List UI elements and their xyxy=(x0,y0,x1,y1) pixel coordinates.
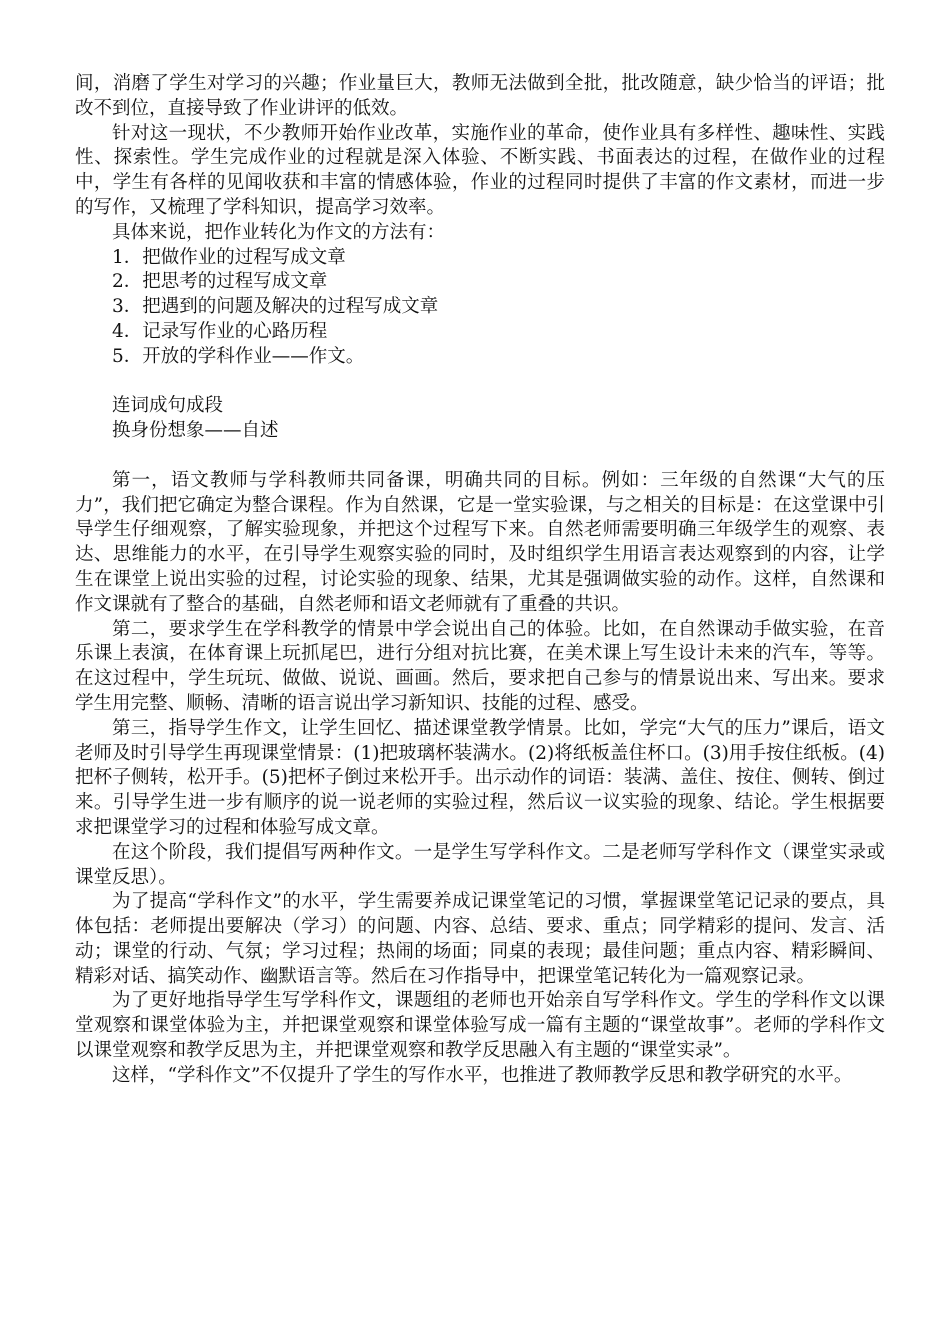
paragraph: 第一，语文教师与学科教师共同备课，明确共同的目标。例如：三年级的自然课“大气的压力”，我们把它确定为整合课程。作为自然课，它是一堂实验课，与之相关的目标是：在这堂课中引导学生仔细观察，了解实验现象，并把这个过程写下来。自然老师需要明确三年级学生的观察、表达、思维能力的水平，在引导学生观察实验的同时，及时组织学生用语言表达观察到的内容，让学生在课堂上说出实验的过程，讨论实验的现象、结果，尤其是强调做实验的动作。这样，自然课和作文课就有了整合的基础，自然老师和语文老师就有了重叠的共识。 xyxy=(75,469,885,615)
list-item: 4．记录写作业的心路历程 xyxy=(112,320,328,342)
paragraph: 间，消磨了学生对学习的兴趣；作业量巨大，教师无法做到全批，批改随意，缺少恰当的评语；批改不到位，直接导致了作业讲评的低效。 xyxy=(75,73,885,119)
paragraph: 这样，“学科作文”不仅提升了学生的写作水平，也推进了教师教学反思和教学研究的水平。 xyxy=(112,1064,853,1086)
subheading: 连词成句成段 xyxy=(112,395,224,417)
paragraph: 具体来说，把作业转化为作文的方法有： xyxy=(112,221,446,243)
list-item: 2．把思考的过程写成文章 xyxy=(112,271,328,293)
paragraph: 针对这一现状，不少教师开始作业改革，实施作业的革命，使作业具有多样性、趣味性、实践性、探索性。学生完成作业的过程就是深入体验、不断实践、书面表达的过程，在做作业的过程中，学生有各样的见闻收获和丰富的情感体验，作业的过程同时提供了丰富的作文素材，而进一步的写作，又梳理了学科知识，提高学习效率。 xyxy=(75,122,885,218)
list-item: 3．把遇到的问题及解决的过程写成文章 xyxy=(112,296,439,318)
list-item: 1．把做作业的过程写成文章 xyxy=(112,246,346,268)
paragraph: 第二，要求学生在学科教学的情景中学会说出自己的体验。比如，在自然课动手做实验，在音乐课上表演，在体育课上玩抓尾巴，进行分组对抗比赛，在美术课上写生设计未来的汽车，等等。在这过程中，学生玩玩、做做、说说、画画。然后，要求把自己参与的情景说出来、写出来。要求学生用完整、顺畅、清晰的语言说出学习新知识、技能的过程、感受。 xyxy=(75,618,885,714)
list-item: 5．开放的学科作业——作文。 xyxy=(112,345,365,367)
paragraph: 为了提高“学科作文”的水平，学生需要养成记课堂笔记的习惯，掌握课堂笔记记录的要点，具体包括：老师提出要解决（学习）的问题、内容、总结、要求、重点；同学精彩的提问、发言、活动；课堂的行动、气氛；学习过程；热闹的场面；同桌的表现；最佳问题；重点内容、精彩瞬间、精彩对话、搞笑动作、幽默语言等。然后在习作指导中，把课堂笔记转化为一篇观察记录。 xyxy=(75,891,885,987)
subheading: 换身份想象——自述 xyxy=(112,420,279,442)
paragraph: 为了更好地指导学生写学科作文，课题组的老师也开始亲自写学科作文。学生的学科作文以课堂观察和课堂体验为主，并把课堂观察和课堂体验写成一篇有主题的“课堂故事”。老师的学科作文以课堂观察和教学反思为主，并把课堂观察和教学反思融入有主题的“课堂实录”。 xyxy=(75,990,885,1062)
blank-line xyxy=(75,444,885,469)
paragraph: 第三，指导学生作文，让学生回忆、描述课堂教学情景。比如，学完“大气的压力”课后，语文老师及时引导学生再现课堂情景：(1)把玻璃杯装满水。(2)将纸板盖住杯口。(3)用手按住纸板。(4)把杯子侧转，松开手。(5)把杯子倒过来松开手。出示动作的词语：装满、盖住、按住、侧转、倒过来。引导学生进一步有顺序的说一说老师的实验过程，然后议一议实验的现象、结论。学生根据要求把课堂学习的过程和体验写成文章。 xyxy=(75,717,885,838)
paragraph: 在这个阶段，我们提倡写两种作文。一是学生写学科作文。二是老师写学科作文（课堂实录或课堂反思）。 xyxy=(75,841,885,888)
document-page xyxy=(75,72,885,1089)
blank-line xyxy=(75,370,885,395)
